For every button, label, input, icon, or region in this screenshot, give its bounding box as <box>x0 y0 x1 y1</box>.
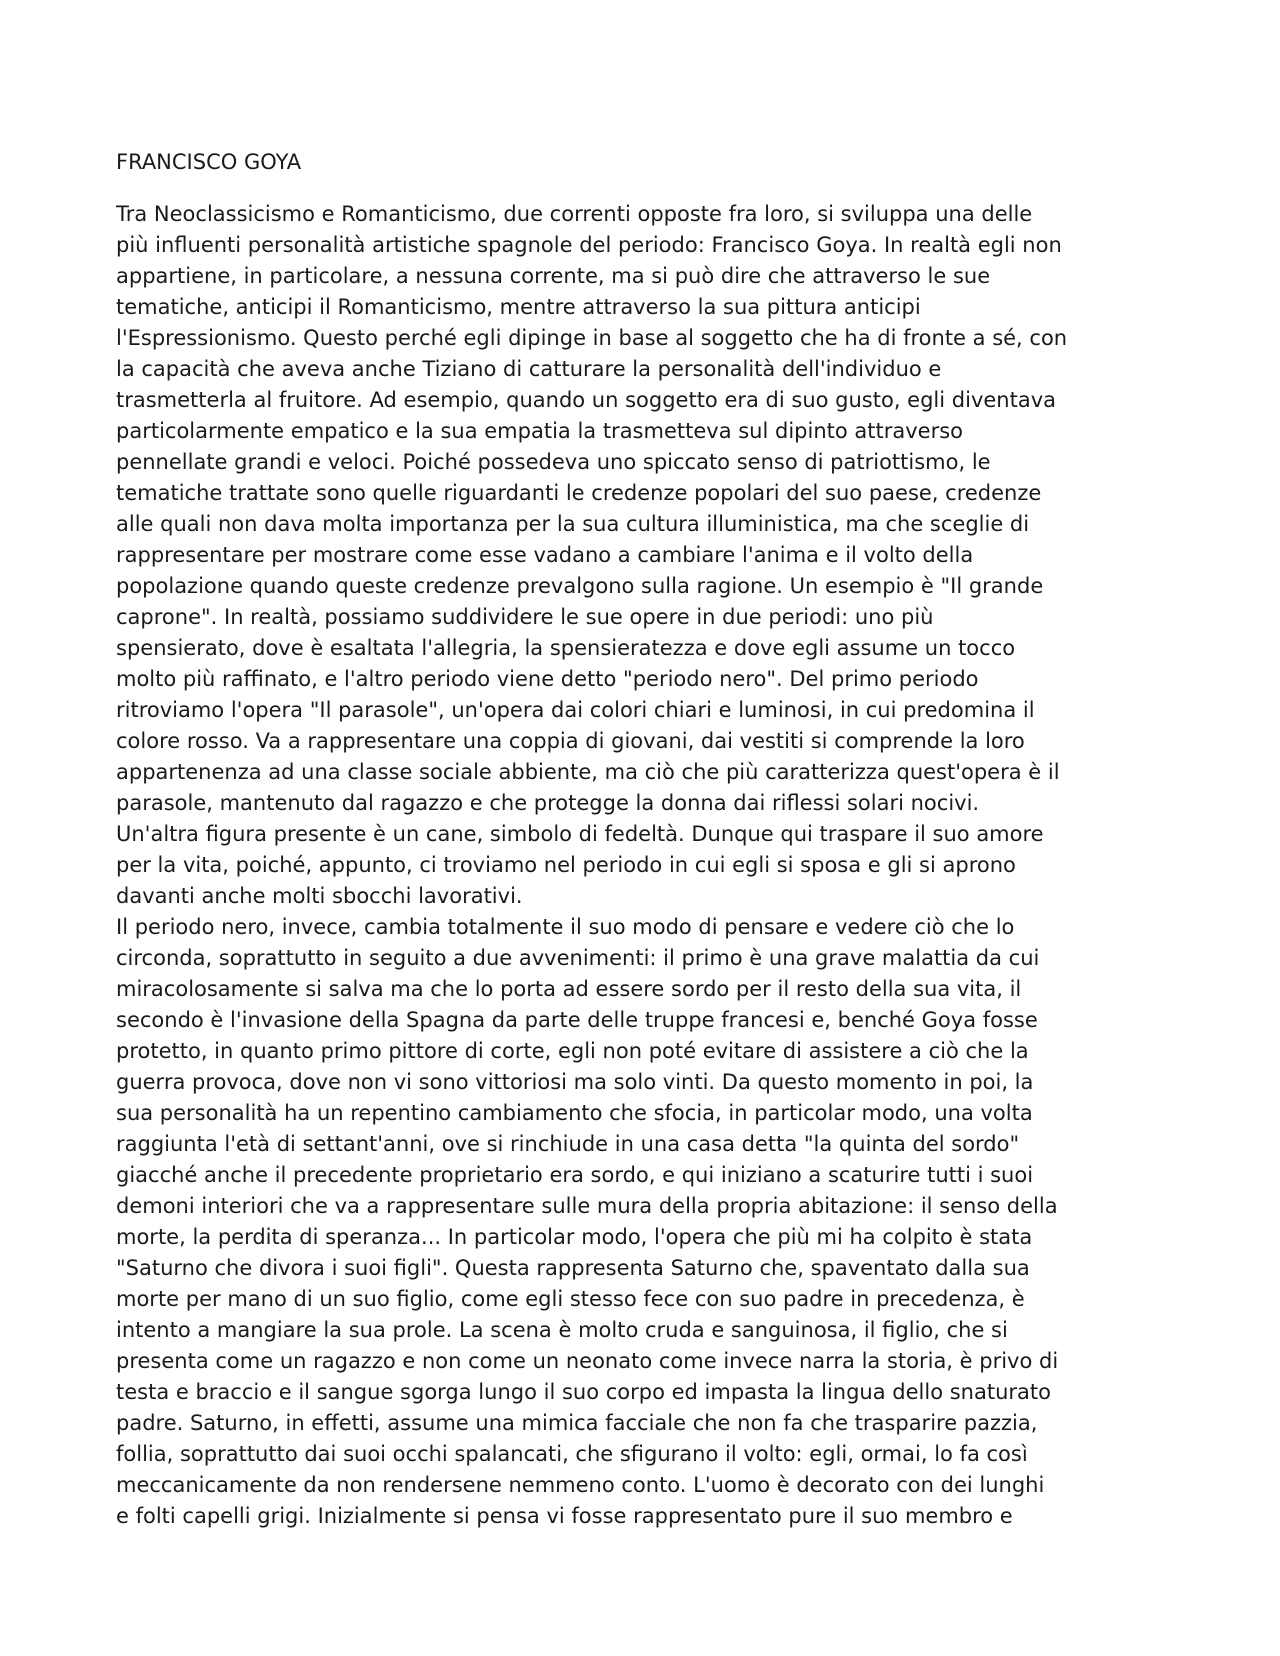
text-line: intento a mangiare la sua prole. La scena è molto cruda e sanguinosa, il figlio, che si <box>116 1318 1008 1342</box>
text-line: raggiunta l'età di settant'anni, ove si rinchiude in una casa detta "la quinta del sordo" <box>116 1132 1020 1156</box>
text-line: presenta come un ragazzo e non come un neonato come invece narra la storia, è privo di <box>116 1349 1059 1373</box>
text-line: ritroviamo l'opera "Il parasole", un'opera dai colori chiari e luminosi, in cui predomina il <box>116 698 1035 722</box>
text-line: e folti capelli grigi. Inizialmente si pensa vi fosse rappresentato pure il suo membro e <box>116 1504 1013 1528</box>
text-line: popolazione quando queste credenze prevalgono sulla ragione. Un esempio è "Il grande <box>116 574 1044 598</box>
text-line: spensierato, dove è esaltata l'allegria, la spensieratezza e dove egli assume un tocco <box>116 636 1016 660</box>
text-line: morte per mano di un suo figlio, come egli stesso fece con suo padre in precedenza, è <box>116 1287 1025 1311</box>
text-line: testa e braccio e il sangue sgorga lungo il suo corpo ed impasta la lingua dello snaturato <box>116 1380 1051 1404</box>
text-line: padre. Saturno, in effetti, assume una mimica facciale che non fa che trasparire pazzia, <box>116 1411 1038 1435</box>
text-line: miracolosamente si salva ma che lo porta ad essere sordo per il resto della sua vita, il <box>116 977 1022 1001</box>
text-line: tematiche, anticipi il Romanticismo, mentre attraverso la sua pittura anticipi <box>116 295 921 319</box>
text-line: più influenti personalità artistiche spagnole del periodo: Francisco Goya. In realtà egli non <box>116 233 1062 257</box>
text-line: colore rosso. Va a rappresentare una coppia di giovani, dai vestiti si comprende la loro <box>116 729 1025 753</box>
document-text <box>116 199 1176 1532</box>
text-line: meccanicamente da non rendersene nemmeno conto. L'uomo è decorato con dei lunghi <box>116 1473 1045 1497</box>
text-line: parasole, mantenuto dal ragazzo e che protegge la donna dai riflessi solari nocivi. <box>116 791 980 815</box>
text-line: trasmetterla al fruitore. Ad esempio, quando un soggetto era di suo gusto, egli diventava <box>116 388 1056 412</box>
text-line: tematiche trattate sono quelle riguardanti le credenze popolari del suo paese, credenze <box>116 481 1042 505</box>
text-line: morte, la perdita di speranza... In particolar modo, l'opera che più mi ha colpito è stata <box>116 1225 1033 1249</box>
text-line: giacché anche il precedente proprietario era sordo, e qui iniziano a scaturire tutti i suoi <box>116 1163 1034 1187</box>
text-line: guerra provoca, dove non vi sono vittoriosi ma solo vinti. Da questo momento in poi, la <box>116 1070 1034 1094</box>
text-line: per la vita, poiché, appunto, ci troviamo nel periodo in cui egli si sposa e gli si aprono <box>116 853 1016 877</box>
text-line: molto più raffinato, e l'altro periodo viene detto "periodo nero". Del primo periodo <box>116 667 979 691</box>
text-line: secondo è l'invasione della Spagna da parte delle truppe francesi e, benché Goya fosse <box>116 1008 1038 1032</box>
text-line: caprone". In realtà, possiamo suddividere le sue opere in due periodi: uno più <box>116 605 934 629</box>
text-line: demoni interiori che va a rappresentare sulle mura della propria abitazione: il senso della <box>116 1194 1058 1218</box>
text-line: pennellate grandi e veloci. Poiché possedeva uno spiccato senso di patriottismo, le <box>116 450 991 474</box>
text-line: alle quali non dava molta importanza per la sua cultura illuministica, ma che sceglie di <box>116 512 1030 536</box>
text-line: follia, soprattutto dai suoi occhi spalancati, che sfigurano il volto: egli, ormai, lo fa così <box>116 1442 1028 1466</box>
text-line: appartiene, in particolare, a nessuna corrente, ma si può dire che attraverso le sue <box>116 264 991 288</box>
document-body <box>116 147 1176 1532</box>
text-line: "Saturno che divora i suoi figli". Questa rappresenta Saturno che, spaventato dalla sua <box>116 1256 1030 1280</box>
text-line: Il periodo nero, invece, cambia totalmente il suo modo di pensare e vedere ciò che lo <box>116 915 1015 939</box>
text-line: davanti anche molti sbocchi lavorativi. <box>116 884 523 908</box>
text-line: l'Espressionismo. Questo perché egli dipinge in base al soggetto che ha di fronte a sé, con <box>116 326 1068 350</box>
text-line: sua personalità ha un repentino cambiamento che sfocia, in particolar modo, una volta <box>116 1101 1033 1125</box>
text-line: circonda, soprattutto in seguito a due avvenimenti: il primo è una grave malattia da cui <box>116 946 1040 970</box>
text-line: Un'altra figura presente è un cane, simbolo di fedeltà. Dunque qui traspare il suo amore <box>116 822 1044 846</box>
text-line: rappresentare per mostrare come esse vadano a cambiare l'anima e il volto della <box>116 543 974 567</box>
text-line: particolarmente empatico e la sua empatia la trasmetteva sul dipinto attraverso <box>116 419 964 443</box>
text-line: protetto, in quanto primo pittore di corte, egli non poté evitare di assistere a ciò che la <box>116 1039 1029 1063</box>
text-line: Tra Neoclassicismo e Romanticismo, due correnti opposte fra loro, si sviluppa una delle <box>116 202 1033 226</box>
text-line: appartenenza ad una classe sociale abbiente, ma ciò che più caratterizza quest'opera è il <box>116 760 1060 784</box>
document-title: FRANCISCO GOYA <box>116 150 302 174</box>
text-line: la capacità che aveva anche Tiziano di catturare la personalità dell'individuo e <box>116 357 942 381</box>
